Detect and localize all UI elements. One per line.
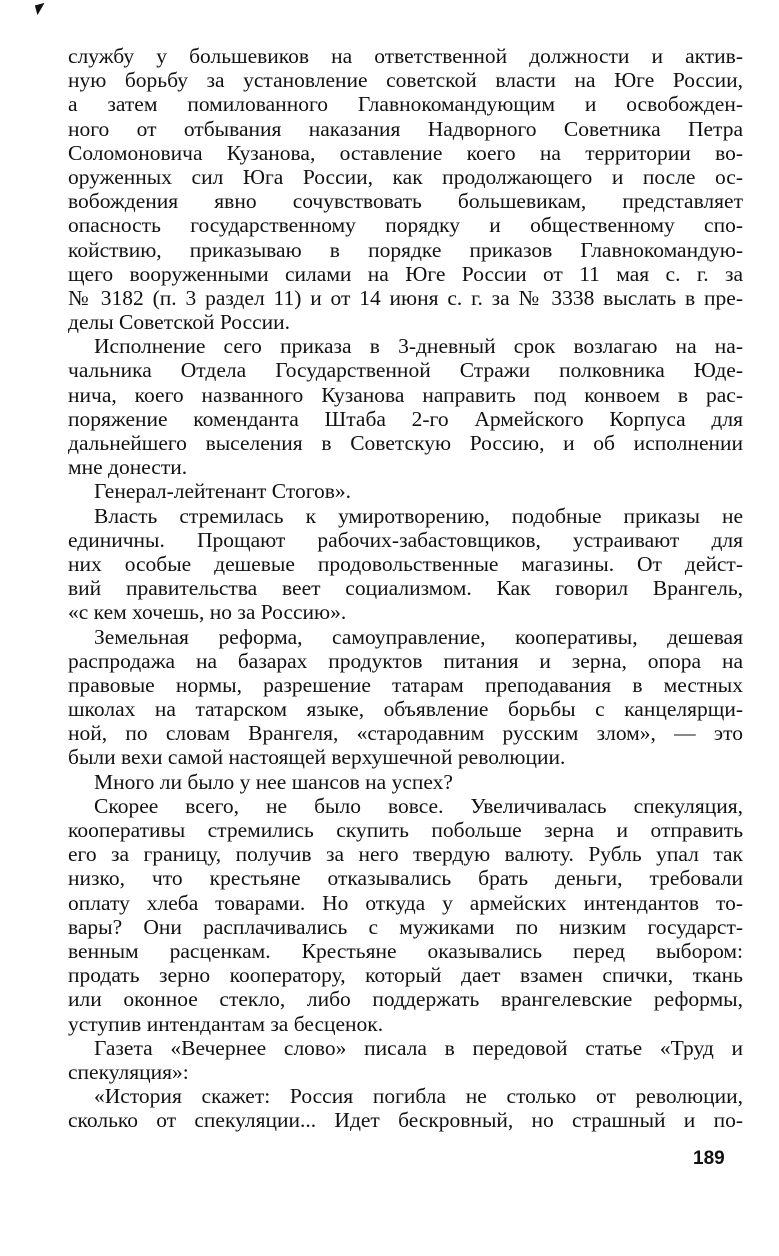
text-line: оруженных сил Юга России, как продолжающего и после ос-: [68, 164, 743, 189]
text-line: сколько от спекуляции... Идет бескровный, но страшный и по-: [68, 1108, 743, 1133]
text-line: ной, по словам Врангеля, «стародавним русским злом», — это: [68, 721, 743, 746]
text-line: а затем помилованного Главнокомандующим и освобожден-: [68, 92, 743, 117]
text-line: дальнейшего выселения в Советскую Россию, и об исполнении: [68, 431, 743, 455]
text-line: спекуляция»:: [68, 1059, 189, 1084]
text-line: Много ли было у нее шансов на успех?: [94, 769, 453, 794]
text-line: поряжение коменданта Штаба 2-го Армейского Корпуса для: [68, 406, 743, 431]
text-line: вобождения явно сочувствовать большевикам, представляет: [68, 189, 743, 214]
text-line: Генерал-лейтенант Стогов».: [94, 479, 352, 504]
text-line: Скорее всего, не было вовсе. Увеличивалась спекуляция,: [94, 793, 743, 818]
text-line: венным расценкам. Крестьяне оказывались перед выбором:: [68, 938, 743, 963]
text-line: продать зерно кооператору, который дает взамен спички, ткань: [68, 963, 743, 988]
page-body-text: [68, 44, 743, 1132]
text-line: них особые дешевые продовольственные магазины. От дейст-: [68, 551, 743, 576]
text-line: оплату хлеба товарами. Но откуда у армейских интендантов то-: [68, 890, 743, 915]
text-line: кооперативы стремились скупить побольше зерна и отправить: [68, 818, 743, 842]
text-line: ного от отбывания наказания Надворного Советника Петра: [68, 116, 743, 141]
text-line: Газета «Вечернее слово» писала в передовой статье «Труд и: [94, 1035, 743, 1060]
text-line: распродажа на базарах продуктов питания и зерна, опора на: [68, 648, 743, 673]
text-line: чальника Отдела Государственной Стражи полковника Юде-: [68, 358, 743, 383]
text-line: Исполнение сего приказа в 3-дневный срок возлагаю на на-: [94, 334, 743, 359]
text-line: его за границу, получив за него твердую валюту. Рубль упал так: [68, 842, 743, 867]
text-line: единичны. Прощают рабочих-забастовщиков, устраивают для: [68, 527, 743, 552]
text-line: нича, коего названного Кузанова направить под конвоем в рас-: [68, 382, 743, 407]
text-line: «с кем хочешь, но за Россию».: [68, 600, 347, 625]
text-line: низко, что крестьяне отказывались брать деньги, требовали: [68, 866, 743, 891]
text-line: № 3182 (п. 3 раздел 11) и от 14 июня с. г. за № 3338 выслать в пре-: [68, 285, 743, 310]
text-line: уступив интендантам за бесценок.: [68, 1011, 384, 1036]
text-line: «История скажет: Россия погибла не столько от революции,: [94, 1084, 743, 1109]
text-line: были вехи самой настоящей верхушечной революции.: [68, 745, 566, 770]
text-line: опасность государственному порядку и общественному спо-: [68, 213, 743, 238]
text-line: правовые нормы, разрешение татарам преподавания в местных: [68, 672, 743, 697]
text-line: службу у большевиков на ответственной должности и актив-: [68, 44, 743, 68]
corner-mark-icon: [35, 3, 47, 15]
text-line: вары? Они расплачивались с мужиками по низким государст-: [68, 914, 743, 939]
text-line: делы Советской России.: [68, 310, 291, 335]
text-line: мне донести.: [68, 455, 188, 480]
text-line: Земельная реформа, самоуправление, кооперативы, дешевая: [94, 624, 743, 649]
text-line: школах на татарском языке, объявление борьбы с канцелярщи-: [68, 697, 743, 722]
text-line: или оконное стекло, либо поддержать врангелевские реформы,: [68, 987, 743, 1012]
text-line: Власть стремилась к умиротворению, подобные приказы не: [94, 503, 743, 528]
page-number: 189: [693, 1148, 725, 1169]
text-line: ную борьбу за установление советской власти на Юге России,: [68, 68, 743, 93]
text-line: Соломоновича Кузанова, оставление коего на территории во-: [68, 140, 743, 165]
text-line: вий правительства веет социализмом. Как говорил Врангель,: [68, 576, 743, 601]
text-line: койствию, приказываю в порядке приказов Главнокомандую-: [68, 237, 743, 262]
text-line: щего вооруженными силами на Юге России от 11 мая с. г. за: [68, 261, 743, 286]
